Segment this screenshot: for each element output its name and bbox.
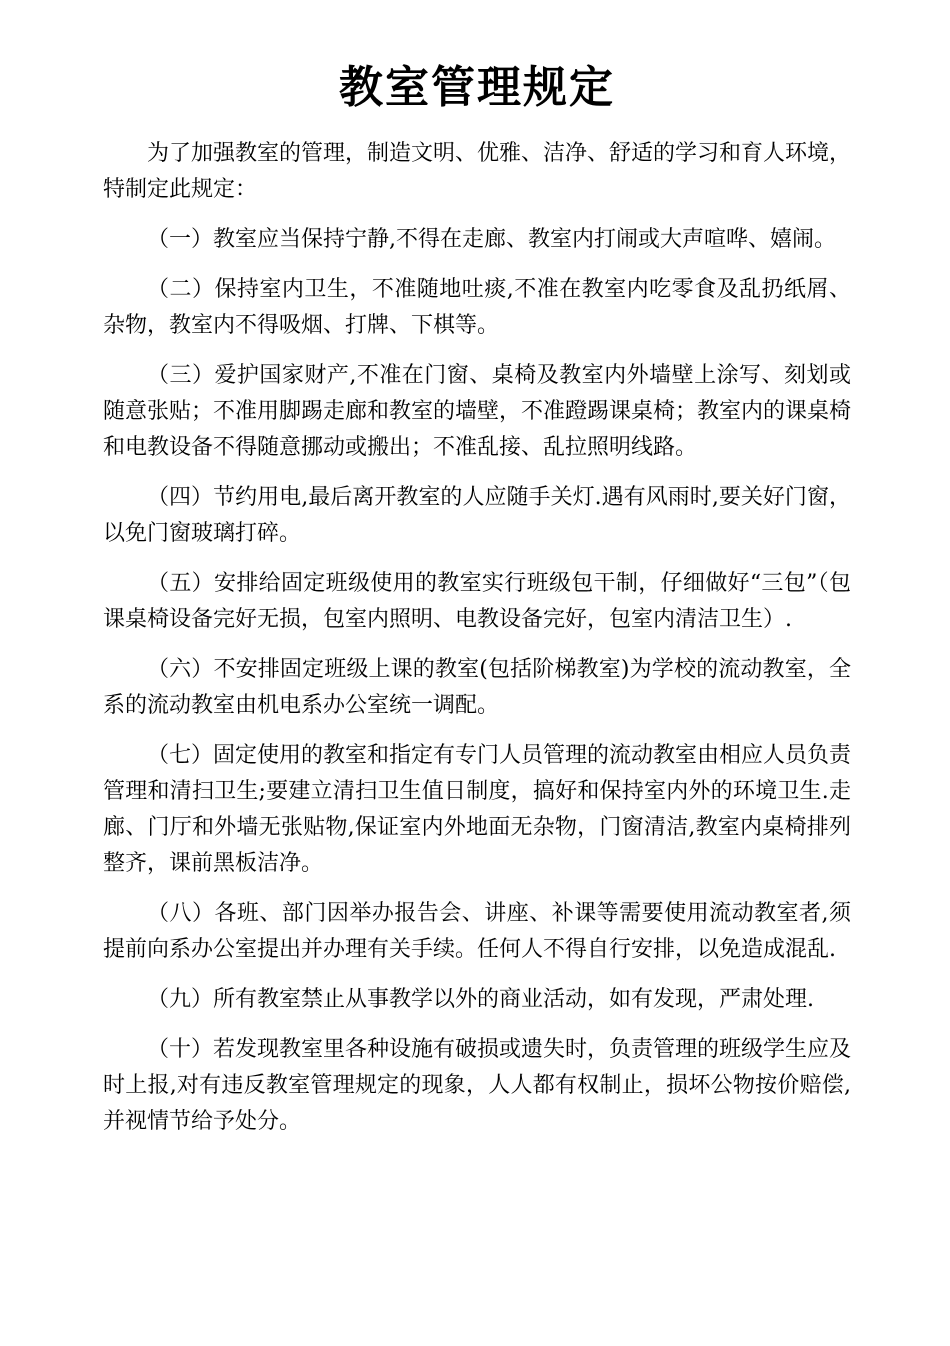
rule-item-6: （六）不安排固定班级上课的教室(包括阶梯教室)为学校的流动教室，全系的流动教室由机电系办公室统一调配。 [103,657,851,718]
rule-item-7: （七）固定使用的教室和指定有专门人员管理的流动教室由相应人员负责管理和清扫卫生;要建立清扫卫生值日制度，搞好和保持室内外的环境卫生.走廊、门厅和外墙无张贴物,保证室内外地面无杂物，门窗清洁,教室内桌椅排列整齐，课前黑板洁净。 [103,743,852,876]
rule-item-3: （三）爱护国家财产,不准在门窗、桌椅及教室内外墙壁上涂写、刻划或随意张贴；不准用脚踢走廊和教室的墙壁，不准蹬踢课桌椅；教室内的课桌椅和电教设备不得随意挪动或搬出；不准乱接、乱拉照明线路。 [103,363,852,460]
rule-item-10: （十）若发现教室里各种设施有破损或遗失时，负责管理的班级学生应及时上报,对有违反教室管理规定的现象，人人都有权制止，损坏公物按价赔偿,并视情节给予处分。 [103,1037,852,1134]
rule-item-8: （八）各班、部门因举办报告会、讲座、补课等需要使用流动教室者,须提前向系办公室提出并办理有关手续。任何人不得自行安排，以免造成混乱. [103,901,851,962]
rule-item-2: （二）保持室内卫生，不准随地吐痰,不准在教室内吃零食及乱扔纸屑、杂物，教室内不得吸烟、打牌、下棋等。 [103,277,851,338]
rule-item-9: （九）所有教室禁止从事教学以外的商业活动，如有发现，严肃处理. [147,987,814,1012]
rule-item-1: （一）教室应当保持宁静,不得在走廊、教室内打闹或大声喧哗、嬉闹。 [147,227,836,252]
document-title: 教室管理规定 [339,62,615,113]
intro-paragraph: 为了加强教室的管理，制造文明、优雅、洁净、舒适的学习和育人环境，特制定此规定： [103,141,852,202]
rule-item-4: （四）节约用电,最后离开教室的人应随手关灯.遇有风雨时,要关好门窗，以免门窗玻璃打碎。 [103,485,851,546]
rule-item-5: （五）安排给固定班级使用的教室实行班级包干制，仔细做好“三包”（包课桌椅设备完好无损，包室内照明、电教设备完好，包室内清洁卫生）. [103,571,851,632]
document-page [103,0,851,1140]
